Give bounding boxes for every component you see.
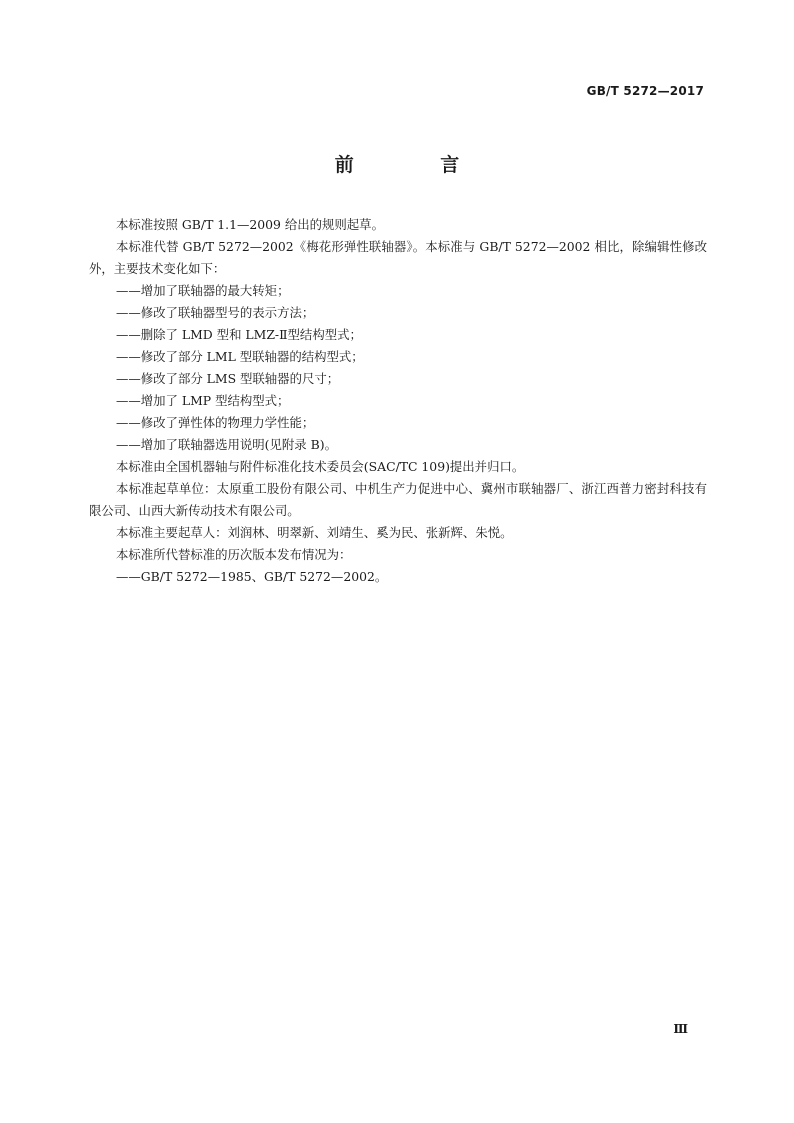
page-title: 前 言 (334, 154, 500, 176)
foreword-body (89, 214, 707, 588)
change-item: ——删除了 LMD 型和 LMZ-Ⅱ型结构型式； (116, 327, 362, 342)
paragraph-drafting-rules: 本标准按照 GB/T 1.1—2009 给出的规则起草。 (116, 217, 384, 232)
page-number: Ⅲ (673, 1022, 688, 1036)
change-item: ——修改了部分 LMS 型联轴器的尺寸； (116, 371, 340, 386)
paragraph-history-intro: 本标准所代替标准的历次版本发布情况为： (116, 547, 352, 562)
paragraph-replacement: 本标准代替 GB/T 5272—2002《梅花形弹性联轴器》。本标准与 GB/T 5272—2002 相比，除编辑性修改外，主要技术变化如下： (89, 239, 707, 276)
change-item: ——修改了部分 LML 型联轴器的结构型式； (116, 349, 364, 364)
change-item: ——增加了联轴器选用说明(见附录 B)。 (116, 437, 337, 452)
change-item: ——修改了弹性体的物理力学性能； (116, 415, 315, 430)
change-item: ——修改了联轴器型号的表示方法； (116, 305, 315, 320)
history-item: ——GB/T 5272—1985、GB/T 5272—2002。 (116, 569, 388, 584)
paragraph-proposer: 本标准由全国机器轴与附件标准化技术委员会(SAC/TC 109)提出并归口。 (116, 459, 525, 474)
standard-code: GB/T 5272—2017 (586, 84, 704, 98)
paragraph-drafters: 本标准主要起草人：刘润林、明翠新、刘靖生、奚为民、张新辉、朱悦。 (116, 525, 513, 540)
change-item: ——增加了 LMP 型结构型式； (116, 393, 290, 408)
change-item: ——增加了联轴器的最大转矩； (116, 283, 290, 298)
paragraph-drafting-units: 本标准起草单位：太原重工股份有限公司、中机生产力促进中心、冀州市联轴器厂、浙江西普力密封科技有限公司、山西大新传动技术有限公司。 (89, 481, 707, 518)
